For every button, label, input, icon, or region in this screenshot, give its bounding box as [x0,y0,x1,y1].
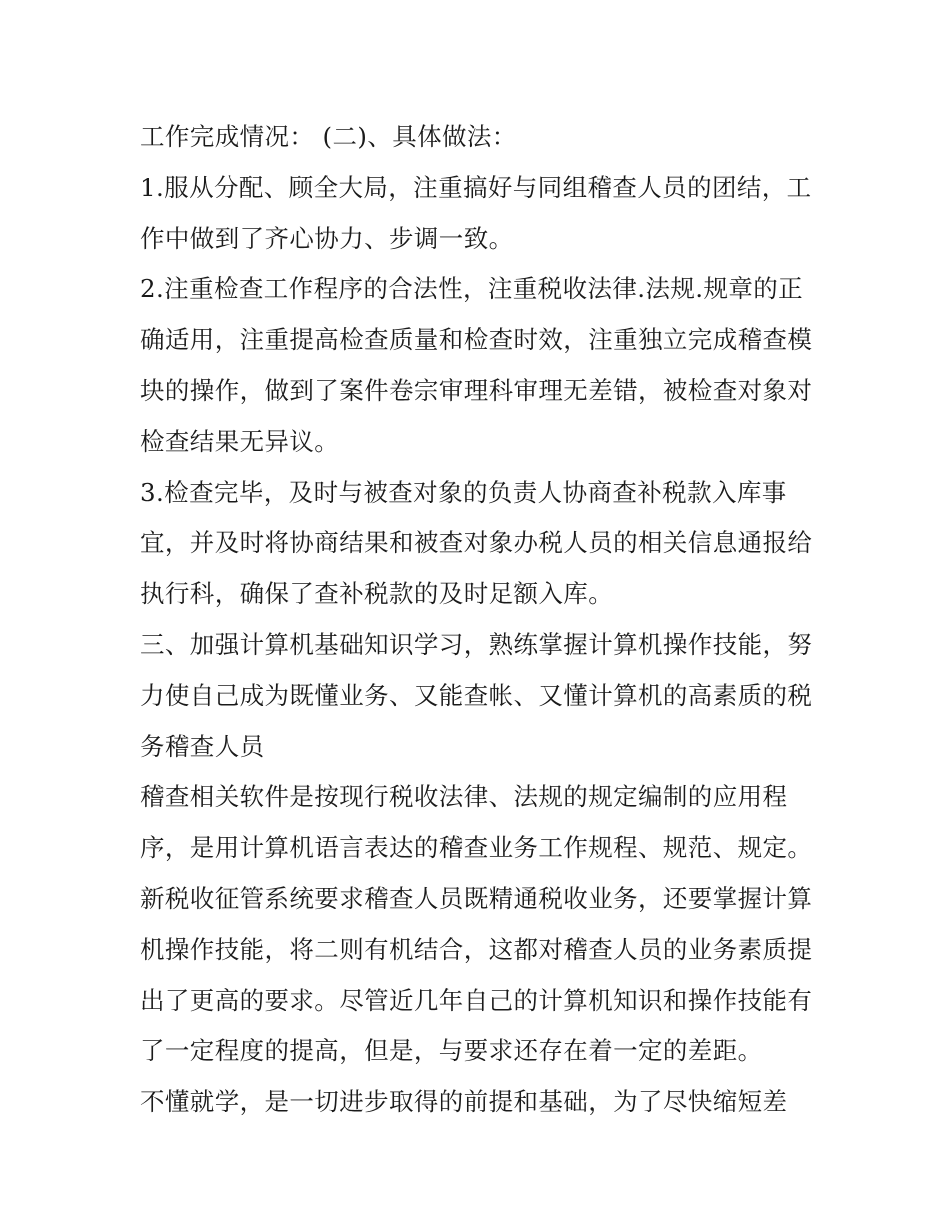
text-line: 执行科，确保了查补税款的及时足额入库。 [140,579,614,609]
text-line: 2.注重检查工作程序的合法性，注重税收法律.法规.规章的正 [140,274,804,304]
text-line: 不懂就学，是一切进步取得的前提和基础，为了尽快缩短差 [140,1087,788,1117]
text-line: 稽查相关软件是按现行税收法律、法规的规定编制的应用程 [140,782,788,812]
text-line: 务稽查人员 [140,731,265,761]
text-line: 新税收征管系统要求稽查人员既精通税收业务，还要掌握计算 [140,883,813,913]
text-line: 了一定程度的提高，但是，与要求还存在着一定的差距。 [140,1036,763,1066]
text-line: 块的操作，做到了案件卷宗审理科审理无差错，被检查对象对 [140,375,813,405]
text-line: 序，是用计算机语言表达的稽查业务工作规程、规范、规定。 [140,833,813,863]
text-line: 确适用，注重提高检查质量和检查时效，注重独立完成稽查模 [140,325,813,355]
text-line: 3.检查完毕，及时与被查对象的负责人协商查补税款入库事 [140,477,787,507]
text-line: 机操作技能，将二则有机结合，这都对稽查人员的业务素质提 [140,934,813,964]
text-line: 作中做到了齐心协力、步调一致。 [140,223,514,253]
text-line: 检查结果无异议。 [140,426,340,456]
text-line: 宜，并及时将协商结果和被查对象办税人员的相关信息通报给 [140,528,813,558]
text-line: 1.服从分配、顾全大局，注重搞好与同组稽查人员的团结，工 [140,172,812,202]
text-line: 出了更高的要求。尽管近几年自己的计算机知识和操作技能有 [140,985,813,1015]
text-line: 工作完成情况： (二)、具体做法： [140,122,517,151]
text-line: 三、加强计算机基础知识学习，熟练掌握计算机操作技能，努 [140,629,813,659]
document-body [140,112,820,1128]
text-line: 力使自己成为既懂业务、又能查帐、又懂计算机的高素质的税 [140,680,813,710]
